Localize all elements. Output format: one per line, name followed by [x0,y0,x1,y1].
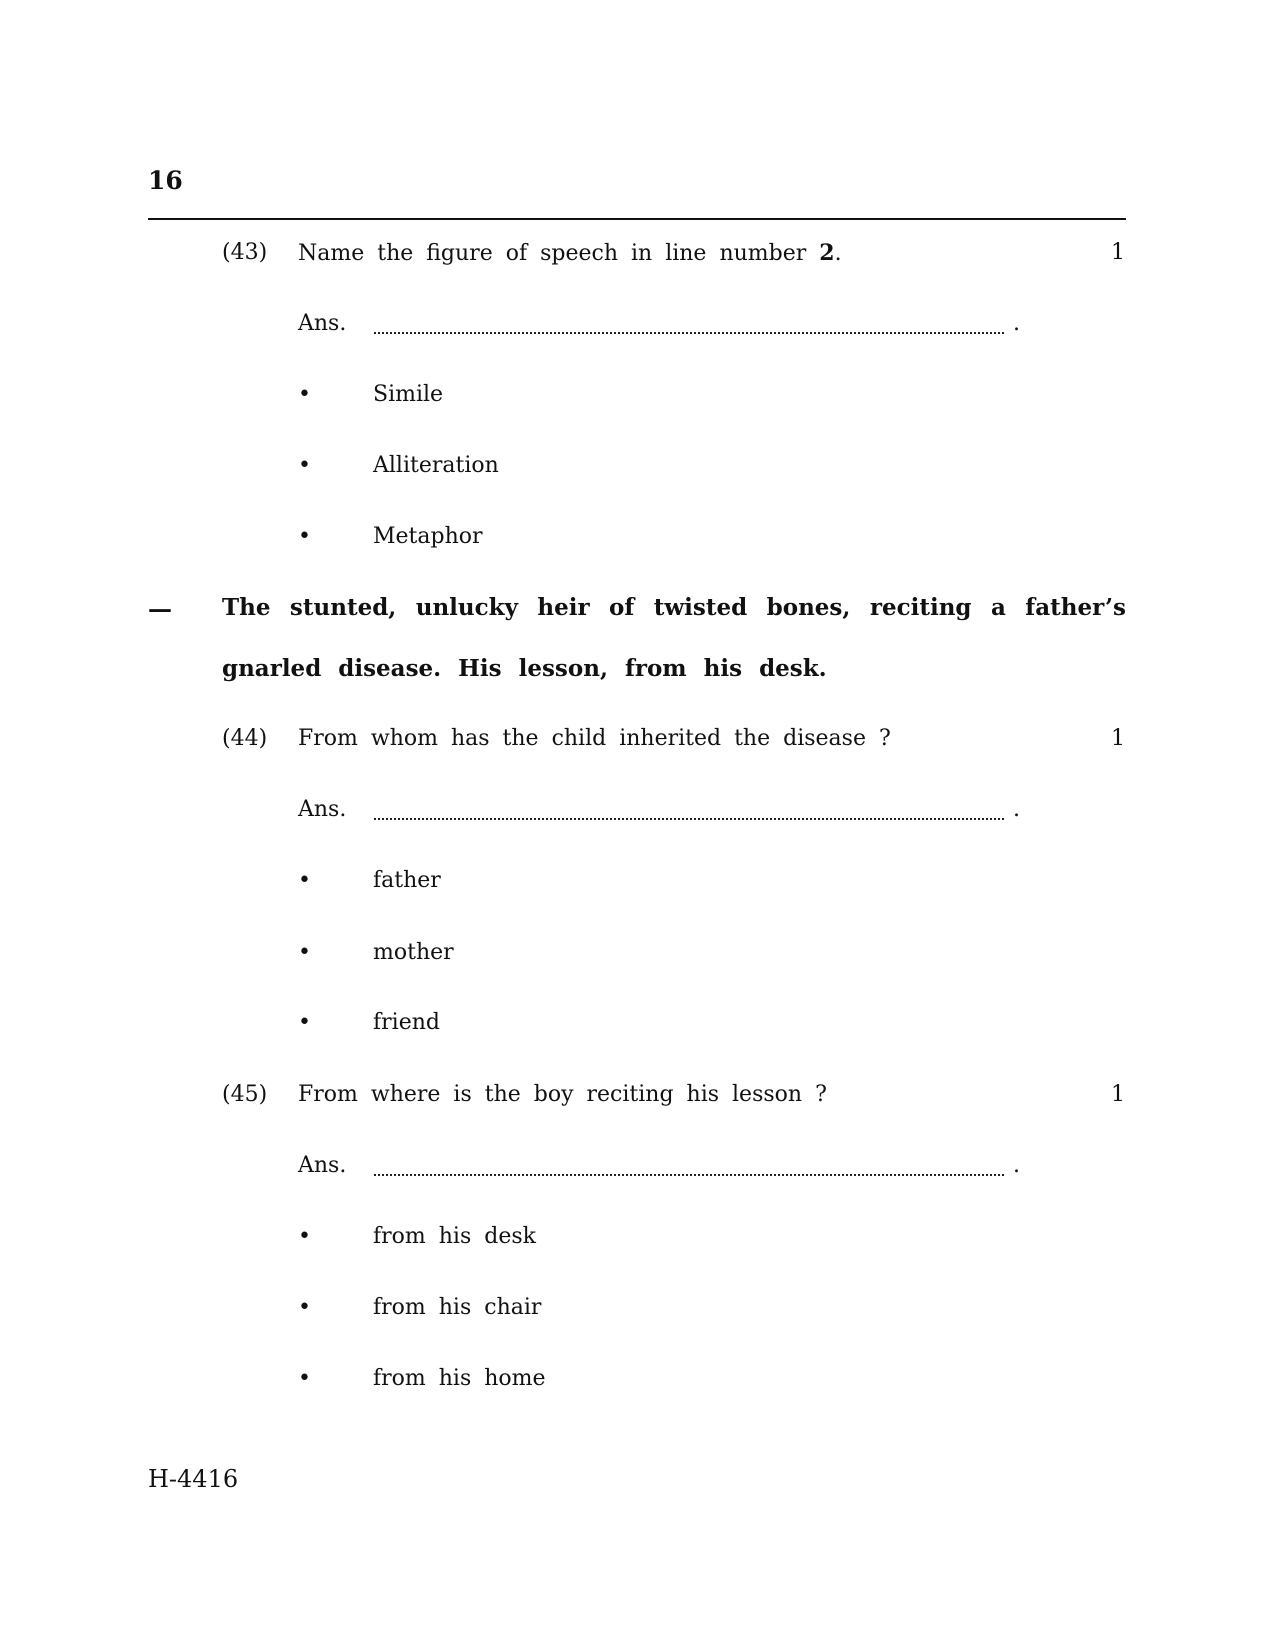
question-43-option-1: Simile [373,382,444,407]
question-45-option-3: from his home [373,1366,546,1391]
question-44-option-3: friend [373,1010,440,1035]
question-44-number: (44) [222,726,268,751]
question-43-number: (43) [222,240,268,265]
question-43-line-number: 2 [819,240,835,266]
passage-dash: — [148,594,172,623]
page-number: 16 [148,166,183,195]
poem-passage: The stunted, unlucky heir of twisted bones, reciting a father’s gnarled disease. His lesson, from his desk. [222,594,1126,682]
question-43-text-end: . [834,241,842,266]
question-45-ans-end: . [1013,1153,1020,1178]
question-43-option-2: Alliteration [373,453,499,478]
question-43-marks: 1 [1111,240,1125,265]
bullet-icon: • [298,1224,311,1249]
question-44-ans-label: Ans. [298,797,347,822]
bullet-icon: • [298,868,311,893]
question-44-marks: 1 [1111,726,1125,751]
question-45-number: (45) [222,1082,268,1107]
question-44-ans-end: . [1013,797,1020,822]
question-44-option-2: mother [373,940,454,965]
question-43-answer-line[interactable] [374,332,1004,334]
question-44-answer-line[interactable] [374,818,1004,820]
question-45-option-1: from his desk [373,1224,536,1249]
question-43-ans-label: Ans. [298,311,347,336]
bullet-icon: • [298,940,311,965]
bullet-icon: • [298,1295,311,1320]
bullet-icon: • [298,382,311,407]
bullet-icon: • [298,524,311,549]
paper-code: H-4416 [148,1465,239,1493]
question-43-option-3: Metaphor [373,524,483,549]
bullet-icon: • [298,1366,311,1391]
question-45-option-2: from his chair [373,1295,542,1320]
question-44-text: From whom has the child inherited the disease ? [298,726,891,751]
question-43-text [298,240,842,266]
question-45-text: From where is the boy reciting his lesson ? [298,1082,827,1107]
question-44-option-1: father [373,868,441,893]
question-43-text-main: Name the figure of speech in line number [298,241,820,266]
header-divider [148,218,1126,220]
question-45-answer-line[interactable] [374,1174,1004,1176]
bullet-icon: • [298,453,311,478]
question-45-marks: 1 [1111,1082,1125,1107]
bullet-icon: • [298,1010,311,1035]
question-43-ans-end: . [1013,311,1020,336]
question-45-ans-label: Ans. [298,1153,347,1178]
